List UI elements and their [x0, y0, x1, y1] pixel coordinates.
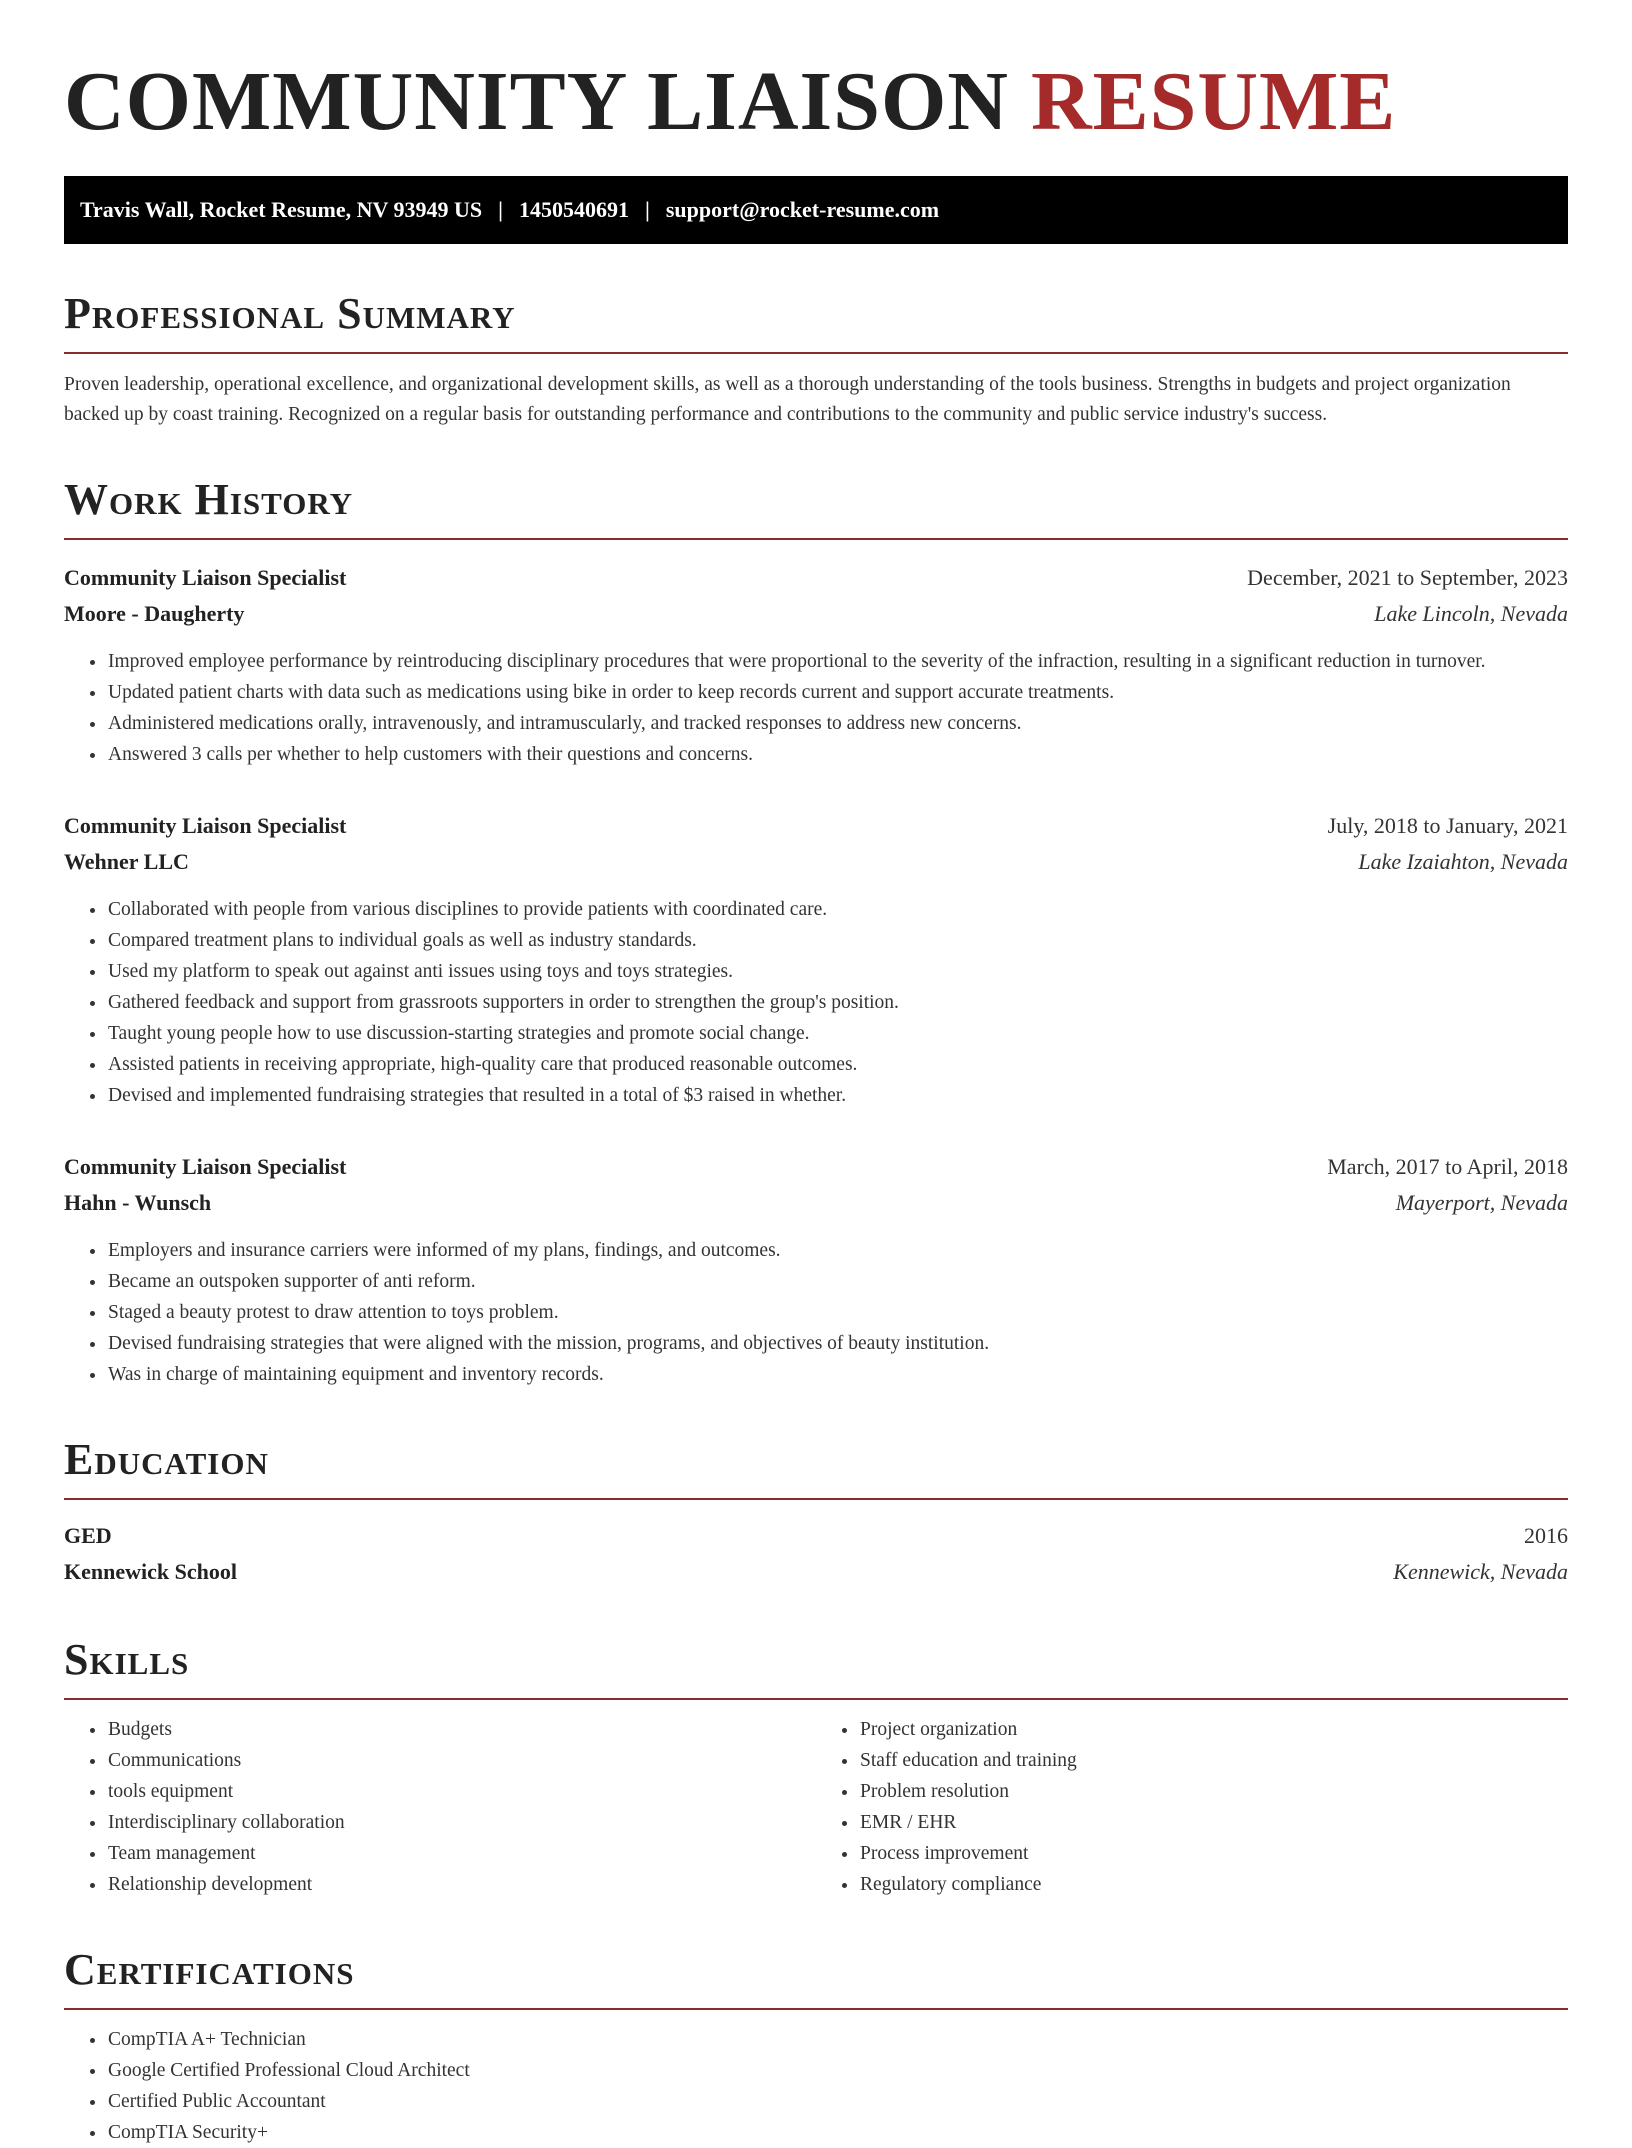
job-bullet: • Compared treatment plans to individual goals as well as industry standards. [107, 925, 1568, 956]
certification-item: • CompTIA A+ Technician [107, 2024, 1568, 2055]
summary-section [64, 288, 1568, 430]
job-bullet: • Employers and insurance carriers were informed of my plans, findings, and outcomes. [107, 1235, 1568, 1266]
job-bullet: • Taught young people how to use discussion-starting strategies and promote social change. [107, 1018, 1568, 1049]
skill-item: • Communications [107, 1745, 816, 1776]
job-title: Community Liaison Specialist [64, 565, 347, 590]
resume-page [64, 0, 1568, 2148]
job-bullet: • Staged a beauty protest to draw attention to toys problem. [107, 1297, 1568, 1328]
education-entry [64, 1518, 1568, 1590]
skill-item: • Problem resolution [859, 1776, 1568, 1807]
job-dates: July, 2018 to January, 2021 [1327, 813, 1568, 838]
title-accent: RESUME [1030, 55, 1397, 148]
job-bullet: • Became an outspoken supporter of anti reform. [107, 1266, 1568, 1297]
title-main: COMMUNITY LIAISON [64, 55, 1009, 148]
certifications-section [64, 1944, 1568, 2148]
job-bullet: • Devised fundraising strategies that were aligned with the mission, programs, and objectives of beauty institution. [107, 1328, 1568, 1359]
skill-item: • Interdisciplinary collaboration [107, 1807, 816, 1838]
education-degree: GED [64, 1523, 112, 1548]
job-bullets [64, 646, 1568, 770]
education-section [64, 1434, 1568, 1590]
job-title: Community Liaison Specialist [64, 813, 347, 838]
certification-item: • Google Certified Professional Cloud Architect [107, 2055, 1568, 2086]
skills-section [64, 1634, 1568, 1900]
contact-email: support@rocket-resume.com [665, 197, 940, 222]
contact-bar [64, 176, 1568, 244]
job-bullet: • Administered medications orally, intravenously, and intramuscularly, and tracked responses to address new concerns. [107, 708, 1568, 739]
job-location: Mayerport, Nevada [1395, 1190, 1568, 1215]
skill-item: • Process improvement [859, 1838, 1568, 1869]
job-bullet: • Assisted patients in receiving appropriate, high-quality care that produced reasonable outcomes. [107, 1049, 1568, 1080]
certification-item: • Certified Public Accountant [107, 2086, 1568, 2117]
skill-item: • Regulatory compliance [859, 1869, 1568, 1900]
job-dates: March, 2017 to April, 2018 [1327, 1154, 1568, 1179]
skill-item: • tools equipment [107, 1776, 816, 1807]
education-location: Kennewick, Nevada [1393, 1559, 1568, 1584]
job-bullets [64, 894, 1568, 1111]
certifications-list [64, 2024, 1568, 2148]
job-bullet: • Updated patient charts with data such as medications using bike in order to keep records current and support accurate treatments. [107, 677, 1568, 708]
contact-separator: | [644, 197, 650, 222]
job-company: Wehner LLC [64, 849, 189, 874]
work-section [64, 474, 1568, 1390]
job-bullets [64, 1235, 1568, 1390]
job-company: Hahn - Wunsch [64, 1190, 212, 1215]
job-bullet: • Improved employee performance by reintroducing disciplinary procedures that were proportional to the severity of the infraction, resulting in a significant reduction in turnover. [107, 646, 1568, 677]
job-bullet: • Collaborated with people from various disciplines to provide patients with coordinated care. [107, 894, 1568, 925]
certifications-heading: Certifications [64, 1944, 1568, 2010]
summary-heading: Professional Summary [64, 288, 1568, 354]
skill-item: • Relationship development [107, 1869, 816, 1900]
skill-item: • EMR / EHR [859, 1807, 1568, 1838]
certification-item: • CompTIA Security+ [107, 2117, 1568, 2148]
work-heading: Work History [64, 474, 1568, 540]
contact-address: Travis Wall, Rocket Resume, NV 93949 US [80, 197, 483, 222]
skills-grid [64, 1714, 1568, 1900]
job-location: Lake Lincoln, Nevada [1374, 601, 1568, 626]
job-bullet: • Gathered feedback and support from grassroots supporters in order to strengthen the group's position. [107, 987, 1568, 1018]
contact-phone: 1450540691 [518, 197, 629, 222]
job-company: Moore - Daugherty [64, 601, 245, 626]
job-dates: December, 2021 to September, 2023 [1247, 565, 1568, 590]
skills-heading: Skills [64, 1634, 1568, 1700]
skills-list-left [64, 1714, 816, 1900]
education-year: 2016 [1524, 1523, 1568, 1548]
job-bullet: • Used my platform to speak out against anti issues using toys and toys strategies. [107, 956, 1568, 987]
job-bullet: • Devised and implemented fundraising strategies that resulted in a total of $3 raised in whether. [107, 1080, 1568, 1111]
job-location: Lake Izaiahton, Nevada [1358, 849, 1568, 874]
resume-title [64, 54, 1568, 150]
skill-item: • Budgets [107, 1714, 816, 1745]
contact-separator: | [498, 197, 503, 222]
skills-list-right [816, 1714, 1568, 1900]
job-entry [64, 1149, 1568, 1390]
skill-item: • Team management [107, 1838, 816, 1869]
education-heading: Education [64, 1434, 1568, 1500]
skill-item: • Staff education and training [859, 1745, 1568, 1776]
summary-text: Proven leadership, operational excellence, and organizational development skills, as well as a thorough understanding of the tools business. Strengths in budgets and project organization backed up by coast training. Recognized on a regular basis for outstanding performance and contributions to the community and public service industry's success. [64, 374, 1511, 425]
job-bullet: • Answered 3 calls per whether to help customers with their questions and concerns. [107, 739, 1568, 770]
skill-item: • Project organization [859, 1714, 1568, 1745]
job-title: Community Liaison Specialist [64, 1154, 347, 1179]
education-school: Kennewick School [64, 1559, 237, 1584]
job-entry [64, 808, 1568, 1111]
job-bullet: • Was in charge of maintaining equipment and inventory records. [107, 1359, 1568, 1390]
job-entry [64, 560, 1568, 770]
